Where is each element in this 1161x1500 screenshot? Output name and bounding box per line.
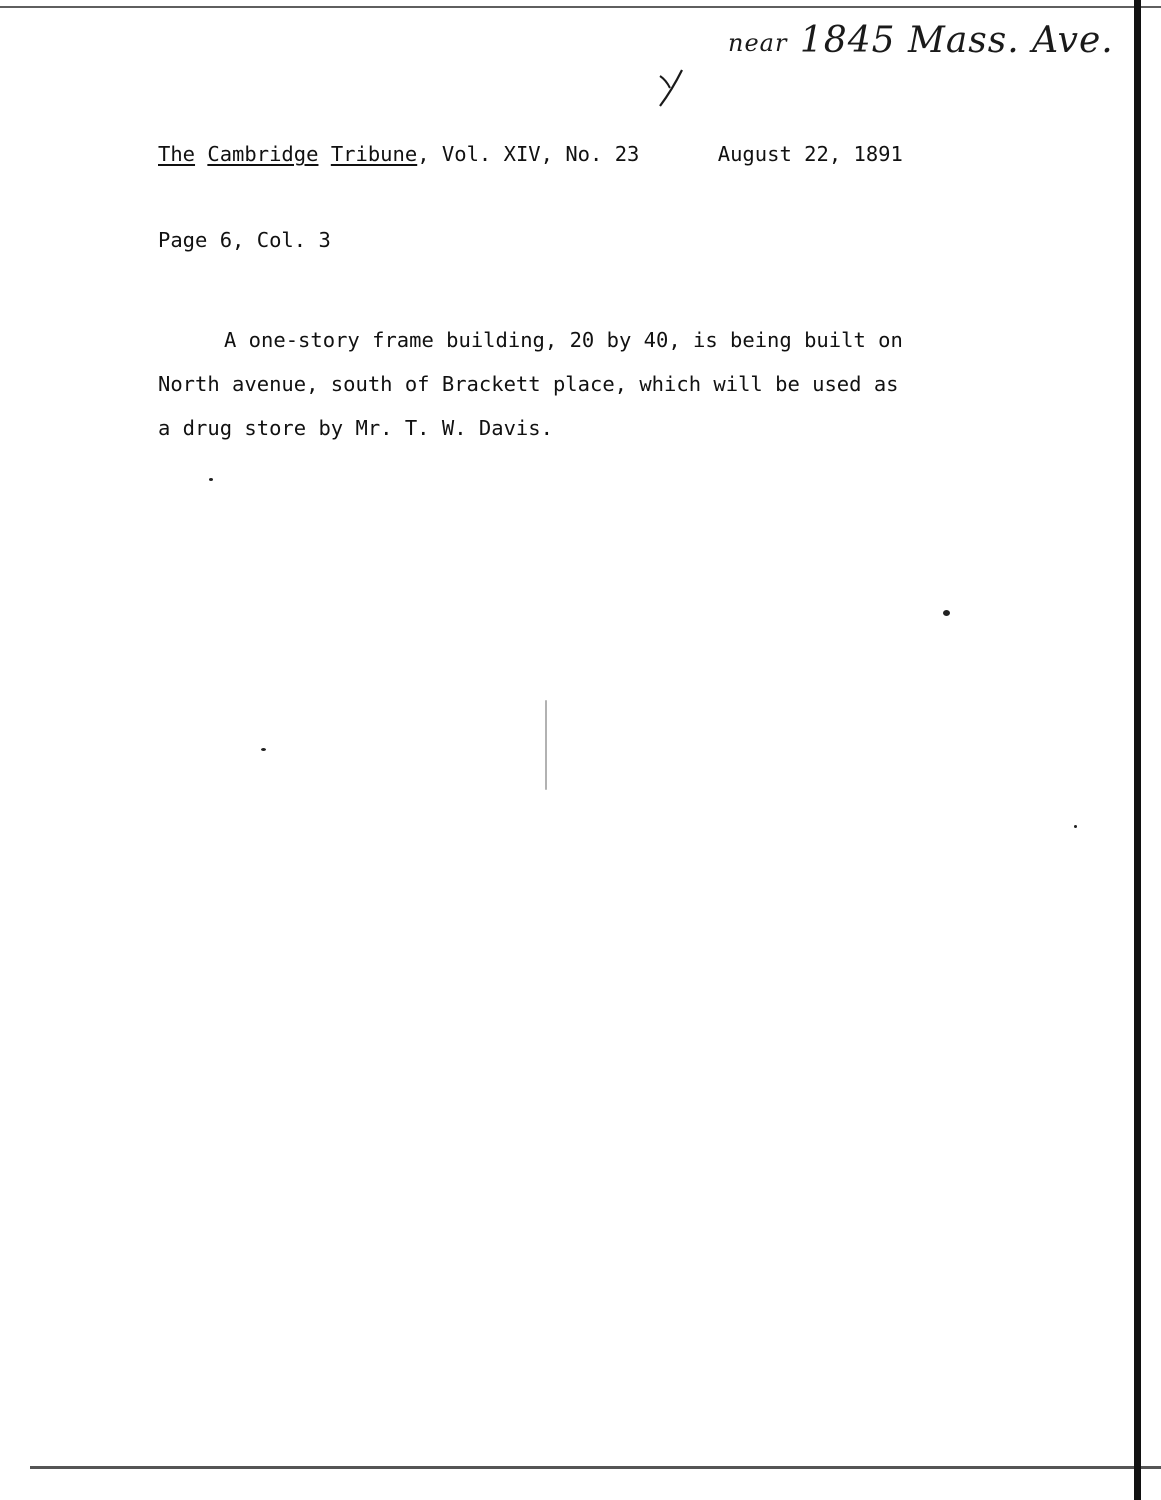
scan-speck [943,610,950,616]
scan-edge-bottom [30,1466,1161,1469]
article-line-2: North avenue, south of Brackett place, which will be used as [158,372,899,396]
page-column-reference: Page 6, Col. 3 [158,228,331,252]
scan-speck [209,478,213,481]
scan-edge-top [0,6,1161,8]
volume-issue: , Vol. XIV, No. 23 [417,142,640,166]
handwritten-address: 1845 Mass. Ave. [799,20,1114,61]
citation-header [158,142,903,166]
publication-word-2: Cambridge [207,142,319,166]
publication-date: August 22, 1891 [717,142,903,166]
scan-speck [261,748,266,751]
scan-edge-right [1134,0,1141,1500]
publication-word-1: The [158,142,196,166]
scan-speck [1074,825,1077,828]
handwritten-annotation [728,20,1114,61]
article-line-3: a drug store by Mr. T. W. Davis. [158,416,553,440]
handwritten-prefix: near [728,29,788,57]
publication-word-3: Tribune [330,142,418,166]
check-mark-icon [648,62,698,112]
article-line-1: A one-story frame building, 20 by 40, is being built on [224,328,903,352]
scan-speck [545,700,547,790]
article-body [158,318,903,450]
